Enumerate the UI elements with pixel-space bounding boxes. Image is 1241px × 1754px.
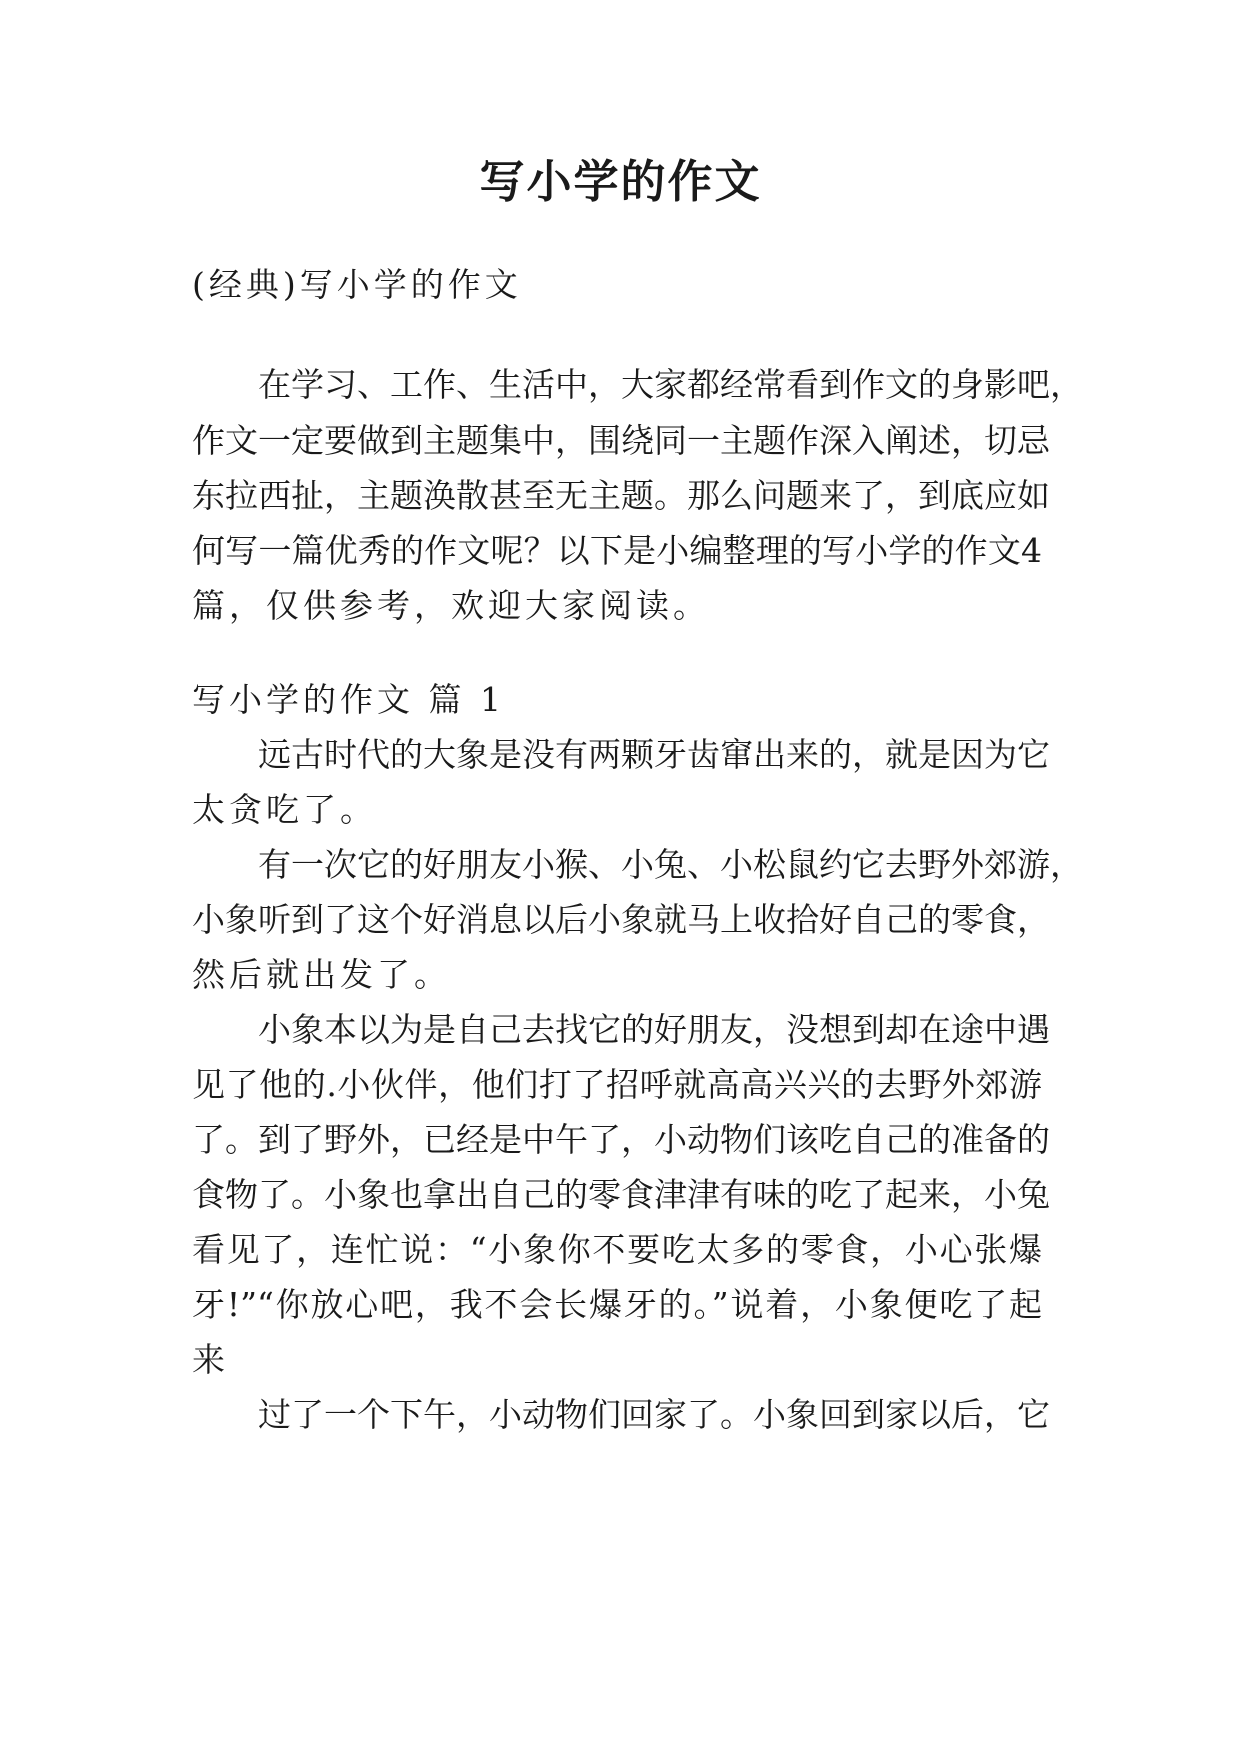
intro-line: 在学习、工作、生活中，大家都经常看到作文的身影吧， [258, 365, 1083, 404]
body-line: 然后就出发了。 [192, 955, 451, 994]
body-line: 见了他的.小伙伴，他们打了招呼就高高兴兴的去野外郊游 [192, 1065, 1042, 1104]
body-line: 牙!”“你放心吧，我不会长爆牙的。”说着，小象便吃了起 [192, 1285, 1042, 1324]
intro-line: 东拉西扯，主题涣散甚至无主题。那么问题来了，到底应如 [192, 476, 1050, 515]
body-line: 小象本以为是自己去找它的好朋友，没想到却在途中遇 [258, 1010, 1050, 1049]
intro-line: 作文一定要做到主题集中，围绕同一主题作深入阐述，切忌 [192, 421, 1050, 460]
section-heading: 写小学的作文 篇 1 [192, 680, 505, 719]
body-line: 太贪吃了。 [192, 790, 377, 829]
body-line: 远古时代的大象是没有两颗牙齿窜出来的，就是因为它 [258, 735, 1050, 774]
body-line: 看见了，连忙说：“小象你不要吃太多的零食，小心张爆 [192, 1230, 1042, 1269]
body-line: 来 [192, 1340, 229, 1379]
intro-line: 篇，仅供参考，欢迎大家阅读。 [192, 586, 710, 625]
body-line: 过了一个下午，小动物们回家了。小象回到家以后，它 [258, 1395, 1050, 1434]
body-line: 了。到了野外，已经是中午了，小动物们该吃自己的准备的 [192, 1120, 1050, 1159]
body-line: 小象听到了这个好消息以后小象就马上收拾好自己的零食， [192, 900, 1050, 939]
body-line: 有一次它的好朋友小猴、小兔、小松鼠约它去野外郊游， [258, 845, 1083, 884]
document-subtitle: (经典)写小学的作文 [192, 265, 522, 304]
document-title: 写小学的作文 [479, 155, 762, 208]
intro-line: 何写一篇优秀的作文呢？以下是小编整理的写小学的作文4 [192, 531, 1042, 570]
body-line: 食物了。小象也拿出自己的零食津津有味的吃了起来，小兔 [192, 1175, 1050, 1214]
